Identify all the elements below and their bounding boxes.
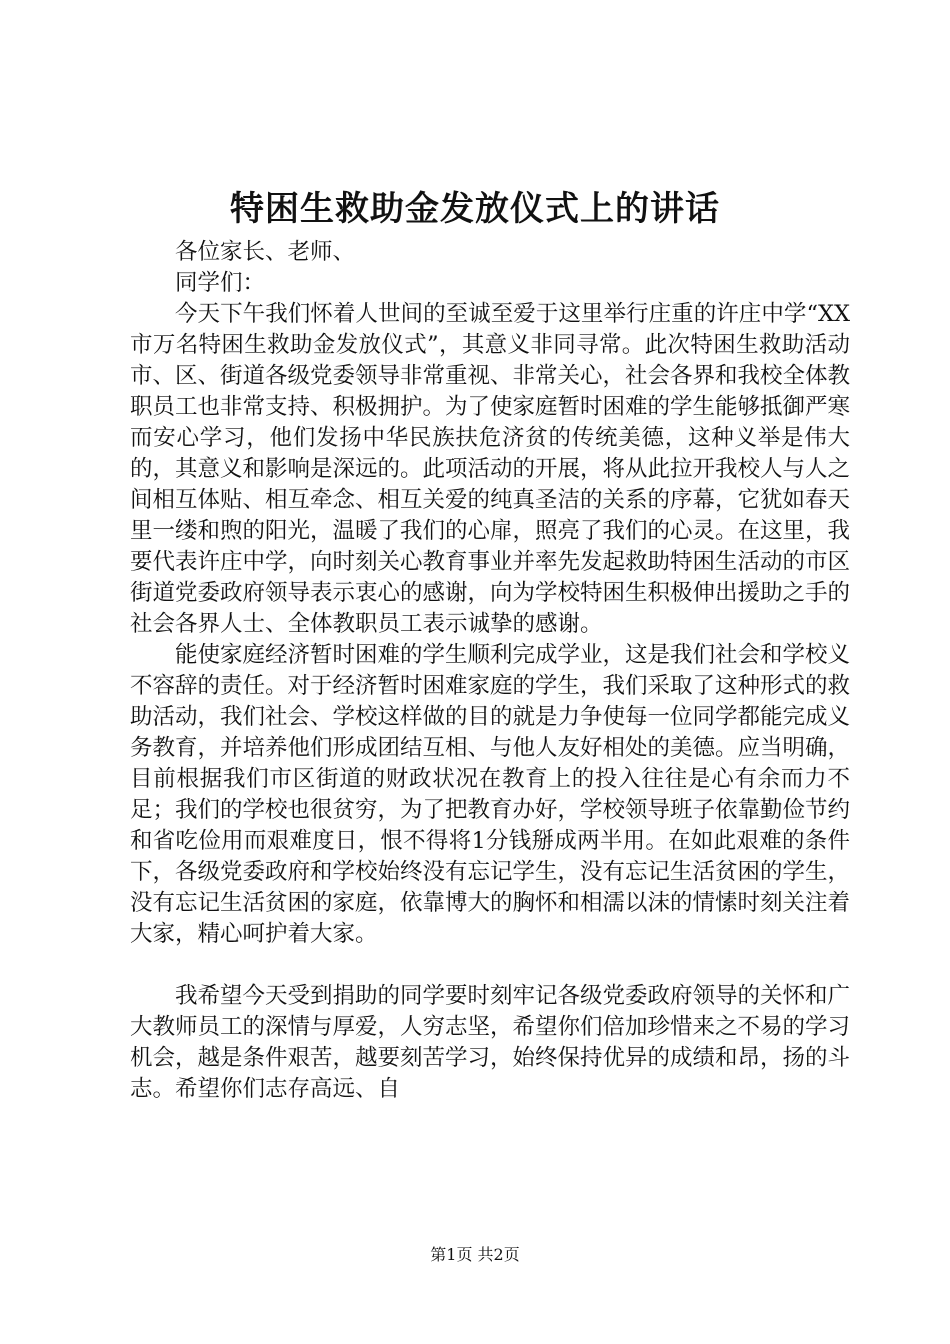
salutation-line-2: 同学们： [175, 270, 266, 296]
document-body [130, 237, 850, 1105]
paragraph-2: 能使家庭经济暂时困难的学生顺利完成学业，这是我们社会和学校义不容辞的责任。对于经济暂时困难家庭的学生，我们采取了这种形式的救助活动，我们社会、学校这样做的目的就是力争使每一位同学都能完成义务教育，并培养他们形成团结互相、与他人友好相处的美德。应当明确，目前根据我们市区街道的财政状况在教育上的投入往往是心有余而力不足；我们的学校也很贫穷，为了把教育办好，学校领导班子依靠勤俭节约和省吃俭用而艰难度日，恨不得将1分钱掰成两半用。在如此艰难的条件下，各级党委政府和学校始终没有忘记学生，没有忘记生活贫困的学生，没有忘记生活贫困的家庭，依靠博大的胸怀和相濡以沫的情愫时刻关注着大家，精心呵护着大家。 [130, 642, 851, 947]
document-title: 特困生救助金发放仪式上的讲话 [230, 189, 720, 229]
paragraph-3: 我希望今天受到捐助的同学要时刻牢记各级党委政府领导的关怀和广大教师员工的深情与厚爱，人穷志坚，希望你们倍加珍惜来之不易的学习机会，越是条件艰苦，越要刻苦学习，始终保持优异的成绩和昂，扬的斗志。希望你们志存高远、自 [130, 983, 851, 1102]
salutation-line-1: 各位家长、老师、 [175, 239, 356, 265]
paragraph-1: 今天下午我们怀着人世间的至诚至爱于这里举行庄重的许庄中学“XX市万名特困生救助金发放仪式”，其意义非同寻常。此次特困生救助活动市、区、街道各级党委领导非常重视、非常关心，社会各界和我校全体教职员工也非常支持、积极拥护。为了使家庭暂时困难的学生能够抵御严寒而安心学习，他们发扬中华民族扶危济贫的传统美德，这种义举是伟大的，其意义和影响是深远的。此项活动的开展，将从此拉开我校人与人之间相互体贴、相互牵念、相互关爱的纯真圣洁的关系的序幕，它犹如春天里一缕和煦的阳光，温暖了我们的心扉，照亮了我们的心灵。在这里，我要代表许庄中学，向时刻关心教育事业并率先发起救助特困生活动的市区街道党委政府领导表示衷心的感谢，向为学校特困生积极伸出援助之手的社会各界人士、全体教职员工表示诚挚的感谢。 [130, 301, 851, 637]
page-footer: 第1页 共2页 [430, 1245, 520, 1264]
